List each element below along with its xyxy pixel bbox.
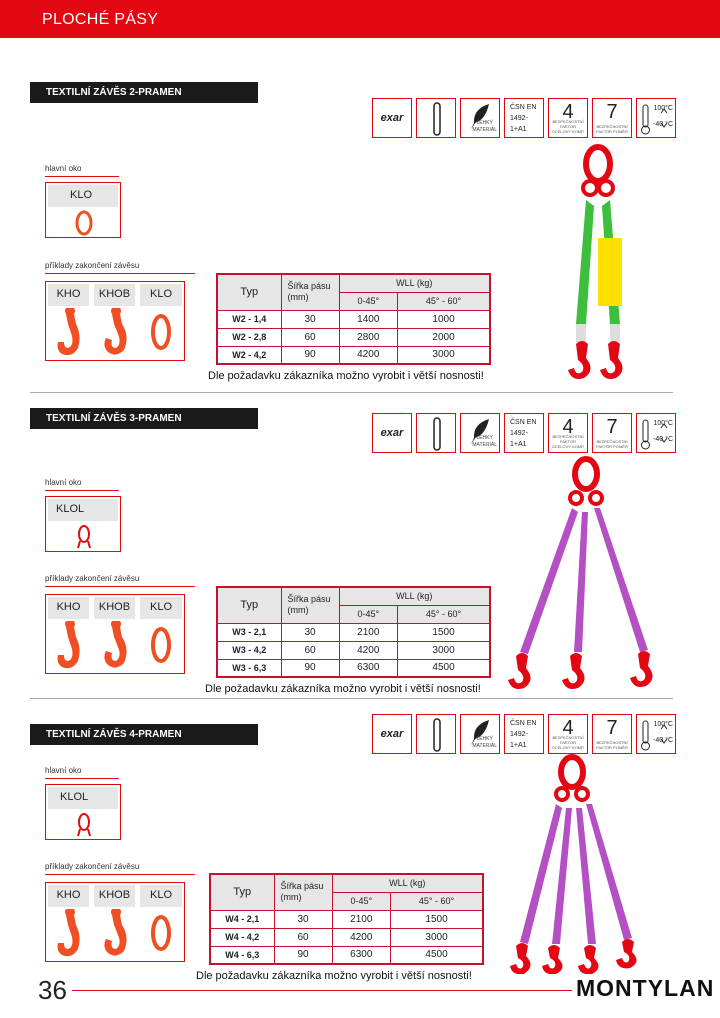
main-eye-box [45,784,121,840]
icon-row [372,98,676,138]
safety-factor-4-icon: 4 BEZPEČNOSTNÍ FAKTOR OCELOVÝ KOMP. [548,98,588,138]
end-examples-label: příklady zakončení závěsu [45,862,195,875]
master-link-icon [46,523,120,551]
col-wll: WLL (kg) [339,587,490,605]
exar-icon: exar [372,413,412,453]
main-eye-label: hlavní oko [45,766,119,779]
wll-table [216,586,491,678]
section-header [30,82,258,103]
hook-kho-icon [46,909,91,961]
table-row: W2 - 1,4 30 1400 1000 [217,310,490,328]
thermometer-icon: 100°C -40 °C [636,98,676,138]
end-type-klo: KLO [138,282,184,308]
master-link-icon [46,811,120,839]
section-2-pramen [0,82,720,392]
main-eye-type: KLOL [46,785,120,811]
sling-loop-icon [416,98,456,138]
hook-khob-icon [92,308,137,360]
norm-icon: ČSN EN 1492-1+A1 [504,98,544,138]
col-width: Šířka pásu (mm) [274,874,332,910]
capacity-note: Dle požadavku zákazníka možno vyrobit i větší nosnosti! [208,370,484,382]
thermometer-icon: 100°C -40 °C [636,714,676,754]
end-type-klo: KLO [138,595,184,621]
table-row: W2 - 4,2 90 4200 3000 [217,346,490,364]
sling-2-pramen-image [548,144,648,384]
end-type-khob: KHOB [92,883,137,909]
main-eye-box [45,496,121,552]
section-title: TEXTILNÍ ZÁVĚS 2-PRAMEN [46,87,182,98]
table-row: W4 - 2,1 30 2100 1500 [210,910,483,928]
col-width: Šířka pásu (mm) [281,587,339,623]
end-type-khob: KHOB [92,282,137,308]
sling-loop-icon [416,714,456,754]
icon-row [372,413,676,453]
section-4-pramen [0,704,720,982]
end-type-kho: KHO [46,282,91,308]
main-eye-box [45,182,121,238]
thermometer-icon: 100°C -40 °C [636,413,676,453]
brand-logo: MONTYLAN [576,975,715,1001]
oval-link-icon [138,909,184,961]
col-typ: Typ [217,587,281,623]
section-separator [30,392,673,393]
sling-4-pramen-image [508,754,648,974]
col-angle1: 0-45° [339,292,398,310]
col-angle2: 45° - 60° [398,605,490,623]
capacity-note: Dle požadavku zákazníka možno vyrobit i větší nosnosti! [196,970,472,982]
icon-row [372,714,676,754]
table-row: W3 - 2,1 30 2100 1500 [217,623,490,641]
table-row: W3 - 6,3 90 6300 4500 [217,659,490,677]
main-eye-type: KLOL [46,497,120,523]
capacity-note: Dle požadavku zákazníka možno vyrobit i větší nosnosti! [205,683,481,695]
col-angle1: 0-45° [332,892,391,910]
end-type-khob: KHOB [92,595,137,621]
hook-khob-icon [92,621,137,673]
section-3-pramen [0,398,720,698]
exar-icon: exar [372,98,412,138]
safety-factor-4-icon: 4 BEZPEČNOSTNÍ FAKTOR OCELOVÝ KOMP. [548,714,588,754]
end-examples-table [45,882,185,962]
end-type-klo: KLO [138,883,184,909]
end-examples-label: příklady zakončení závěsu [45,261,195,274]
norm-icon: ČSN EN 1492-1+A1 [504,714,544,754]
page-title: PLOCHÉ PÁSY [42,11,159,28]
end-type-kho: KHO [46,595,91,621]
col-angle1: 0-45° [339,605,398,623]
oval-link-icon [138,621,184,673]
main-eye-type: KLO [46,183,120,209]
end-examples-table [45,594,185,674]
exar-icon: exar [372,714,412,754]
hook-kho-icon [46,308,91,360]
section-header [30,408,258,429]
section-title: TEXTILNÍ ZÁVĚS 3-PRAMEN [46,413,182,424]
end-type-kho: KHO [46,883,91,909]
col-typ: Typ [210,874,274,910]
page-header-bar [0,0,720,38]
table-row: W4 - 4,2 60 4200 3000 [210,928,483,946]
hook-khob-icon [92,909,137,961]
feather-icon: LEHKÝ MATERIÁL [460,413,500,453]
feather-icon: LEHKÝ MATERIÁL [460,714,500,754]
section-separator [30,698,673,699]
feather-icon: LEHKÝ MATERIÁL [460,98,500,138]
footer-line [72,990,572,991]
col-angle2: 45° - 60° [398,292,490,310]
col-wll: WLL (kg) [339,274,490,292]
safety-factor-4-icon: 4 BEZPEČNOSTNÍ FAKTOR OCELOVÝ KOMP. [548,413,588,453]
sling-3-pramen-image [508,456,668,692]
col-typ: Typ [217,274,281,310]
table-row: W4 - 6,3 90 6300 4500 [210,946,483,964]
end-examples-table [45,281,185,361]
section-header [30,724,258,745]
col-width: Šířka pásu (mm) [281,274,339,310]
safety-factor-7-icon: 7 BEZPEČNOSTNÍ FAKTOR POMĚR [592,98,632,138]
wll-table [209,873,484,965]
sling-loop-icon [416,413,456,453]
oval-link-icon [138,308,184,360]
col-wll: WLL (kg) [332,874,483,892]
oval-link-icon [46,209,120,237]
end-examples-label: příklady zakončení závěsu [45,574,195,587]
page-number: 36 [38,975,67,1005]
col-angle2: 45° - 60° [391,892,483,910]
main-eye-label: hlavní oko [45,478,119,491]
table-row: W2 - 2,8 60 2800 2000 [217,328,490,346]
safety-factor-7-icon: 7 BEZPEČNOSTNÍ FAKTOR POMĚR [592,413,632,453]
safety-factor-7-icon: 7 BEZPEČNOSTNÍ FAKTOR POMĚR [592,714,632,754]
norm-icon: ČSN EN 1492-1+A1 [504,413,544,453]
wll-table [216,273,491,365]
hook-kho-icon [46,621,91,673]
table-row: W3 - 4,2 60 4200 3000 [217,641,490,659]
section-title: TEXTILNÍ ZÁVĚS 4-PRAMEN [46,729,182,740]
main-eye-label: hlavní oko [45,164,119,177]
